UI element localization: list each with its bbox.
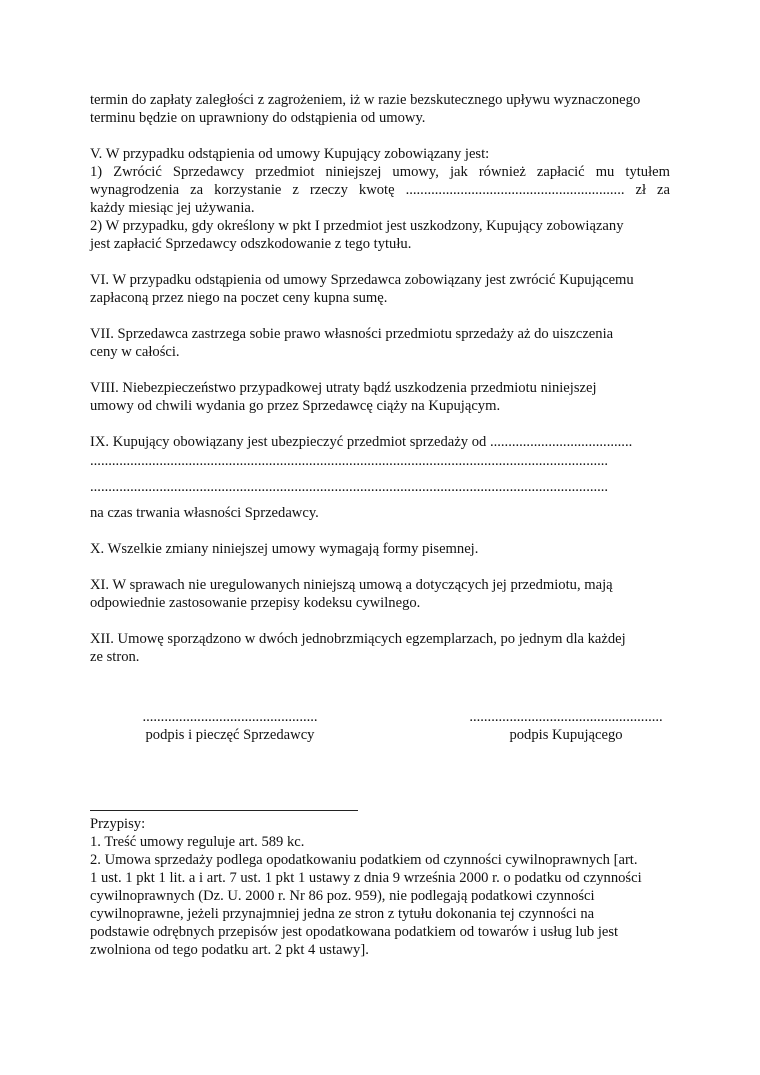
footnote-separator	[90, 810, 358, 811]
fill-in-line: ..............................................................................................................................................	[90, 479, 609, 495]
paragraph-viii	[90, 379, 670, 415]
text-line: VI. W przypadku odstąpienia od umowy Sprzedawca zobowiązany jest zwrócić Kupującemu	[90, 272, 634, 288]
footnote-line: cywilnoprawne, jeżeli przynajmniej jedna ze stron z tytułu dokonania tej czynności na	[90, 906, 595, 922]
signature-label: podpis Kupującego	[509, 727, 623, 743]
paragraph-ix	[90, 433, 670, 496]
signature-dots: ................................................	[142, 709, 318, 725]
signature-dots: .....................................................	[469, 709, 663, 725]
text-line: każdy miesiąc jej używania.	[90, 200, 255, 216]
footnote-line: 1. Treść umowy reguluje art. 589 kc.	[90, 834, 305, 850]
text-line: termin do zapłaty zaległości z zagrożeniem, iż w razie bezskutecznego upływu wyznaczonego	[90, 92, 641, 108]
paragraph-vi	[90, 271, 670, 307]
paragraph-xii	[90, 630, 670, 666]
text-line: ze stron.	[90, 649, 140, 665]
text-line: VII. Sprzedawca zastrzega sobie prawo własności przedmiotu sprzedaży aż do uiszczenia	[90, 326, 614, 342]
signature-label: podpis i pieczęć Sprzedawcy	[145, 727, 315, 743]
seller-signature	[130, 708, 330, 744]
paragraph-v	[90, 145, 670, 253]
paragraph-xi	[90, 576, 670, 612]
text-line: VIII. Niebezpieczeństwo przypadkowej utraty bądź uszkodzenia przedmiotu niniejszej	[90, 380, 597, 396]
text-line: 1) Zwrócić Sprzedawcy przedmiot niniejszej umowy, jak również zapłacić mu tytułem	[90, 164, 670, 180]
paragraph-continuation	[90, 91, 670, 127]
buyer-signature	[460, 708, 672, 744]
paragraph-vii	[90, 325, 670, 361]
text-line: odpowiednie zastosowanie przepisy kodeksu cywilnego.	[90, 595, 421, 611]
fill-in-line: ..............................................................................................................................................	[90, 453, 609, 469]
text-line: 2) W przypadku, gdy określony w pkt I przedmiot jest uszkodzony, Kupujący zobowiązany	[90, 218, 624, 234]
footnote-line: 1 ust. 1 pkt 1 lit. a i art. 7 ust. 1 pkt 1 ustawy z dnia 9 września 2000 r. o podatku od czynności	[90, 870, 642, 886]
text-line: umowy od chwili wydania go przez Sprzedawcę ciąży na Kupującym.	[90, 398, 501, 414]
footnote-line: 2. Umowa sprzedaży podlega opodatkowaniu podatkiem od czynności cywilnoprawnych [art.	[90, 852, 638, 868]
contract-body	[90, 91, 670, 684]
text-line: V. W przypadku odstąpienia od umowy Kupujący zobowiązany jest:	[90, 146, 490, 162]
footnote-line: zwolniona od tego podatku art. 2 pkt 4 ustawy].	[90, 942, 369, 958]
paragraph-x	[90, 540, 670, 558]
text-line: XI. W sprawach nie uregulowanych niniejszą umową a dotyczących jej przedmiotu, mają	[90, 577, 613, 593]
text-line: jest zapłacić Sprzedawcy odszkodowanie z tego tytułu.	[90, 236, 412, 252]
text-line: XII. Umowę sporządzono w dwóch jednobrzmiących egzemplarzach, po jednym dla każdej	[90, 631, 626, 647]
footnotes-heading: Przypisy:	[90, 816, 146, 832]
text-line: na czas trwania własności Sprzedawcy.	[90, 505, 319, 521]
footnotes	[90, 815, 680, 959]
text-line: ceny w całości.	[90, 344, 180, 360]
signature-area	[0, 708, 760, 748]
text-line: zapłaconą przez niego na poczet ceny kupna sumę.	[90, 290, 388, 306]
footnote-line: podstawie odrębnych przepisów jest opodatkowana podatkiem od towarów i usług lub jest	[90, 924, 619, 940]
text-line: X. Wszelkie zmiany niniejszej umowy wymagają formy pisemnej.	[90, 541, 479, 557]
paragraph-ix-end	[90, 504, 670, 522]
text-line: terminu będzie on uprawniony do odstąpienia od umowy.	[90, 110, 426, 126]
text-line: wynagrodzenia za korzystanie z rzeczy kwotę ............................................................ zł za	[90, 182, 670, 198]
text-line: IX. Kupujący obowiązany jest ubezpieczyć przedmiot sprzedaży od .......................................	[90, 434, 633, 450]
footnote-line: cywilnoprawnych (Dz. U. 2000 r. Nr 86 poz. 959), nie podlegają podatkowi czynności	[90, 888, 595, 904]
